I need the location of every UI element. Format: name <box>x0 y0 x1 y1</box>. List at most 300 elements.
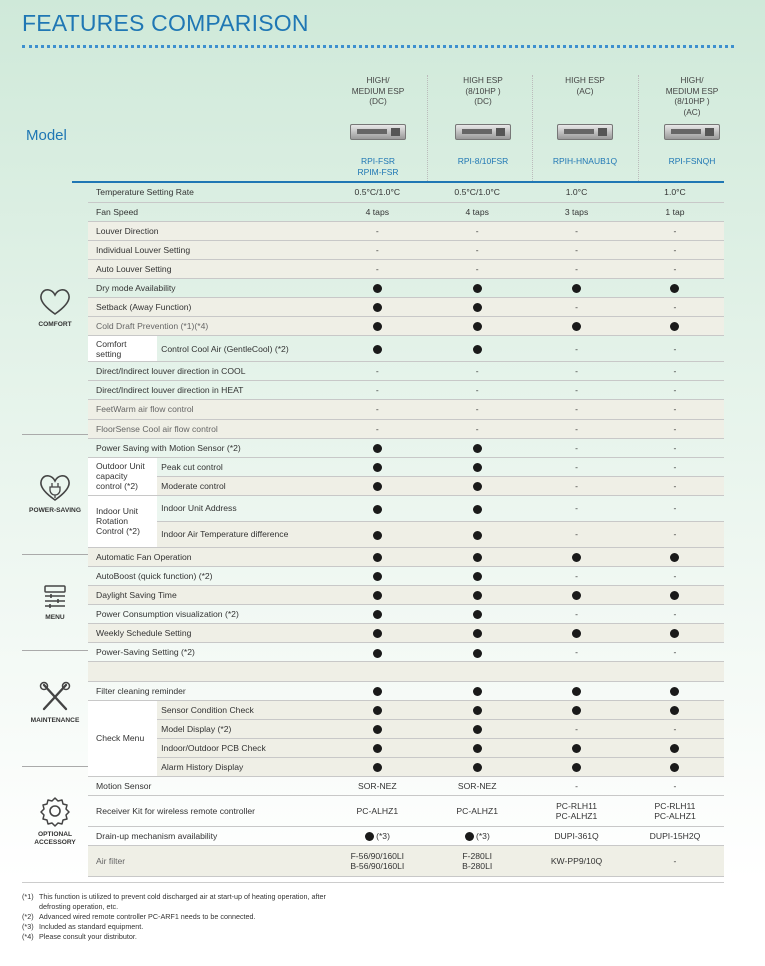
feature-value <box>327 624 427 643</box>
feature-value <box>327 419 427 438</box>
feature-sublabel: Control Cool Air (GentleCool) (*2) <box>157 336 327 362</box>
feature-value <box>626 495 724 521</box>
value-text <box>527 743 626 753</box>
value-text <box>327 462 427 472</box>
feature-value <box>527 476 626 495</box>
value-text <box>427 724 527 734</box>
feature-label: Filter cleaning reminder <box>88 681 327 700</box>
feature-value <box>527 183 626 202</box>
column-header-line: (AC) <box>576 85 594 96</box>
table-row <box>88 259 724 278</box>
table-row <box>88 183 724 202</box>
feature-value <box>626 567 724 586</box>
feature-value <box>427 221 527 240</box>
value-text: - <box>673 302 677 313</box>
table-row <box>88 317 724 336</box>
feature-value <box>327 605 427 624</box>
feature-value <box>327 846 427 877</box>
feature-value <box>327 317 427 336</box>
feature-sublabel: Indoor Air Temperature difference <box>157 521 327 547</box>
availability-dot <box>473 303 482 312</box>
column-header-line: (8/10HP ) <box>465 85 501 96</box>
feature-value <box>527 362 626 381</box>
value-text: - <box>673 423 677 434</box>
heart-plug-icon <box>38 473 72 503</box>
feature-value <box>527 400 626 419</box>
unit-image <box>642 120 742 146</box>
feature-value <box>427 547 527 566</box>
model-name: RPIM-FSR <box>357 166 399 177</box>
availability-dot <box>373 345 382 354</box>
table-row <box>88 419 724 438</box>
value-text <box>427 609 527 619</box>
availability-dot <box>670 553 679 562</box>
feature-value <box>327 547 427 566</box>
footnote-text: This function is utilized to prevent cold discharged air at start-up of heating operation, after <box>39 892 326 901</box>
feature-label: Power Saving with Motion Sensor (*2) <box>88 438 327 457</box>
feature-label: Receiver Kit for wireless remote controller <box>88 796 327 827</box>
value-text <box>626 590 724 600</box>
feature-value <box>327 777 427 796</box>
value-text <box>427 443 527 453</box>
category-label: POWER-SAVING <box>29 507 81 514</box>
feature-value <box>327 719 427 738</box>
feature-value <box>527 846 626 877</box>
feature-label: FeetWarm air flow control <box>88 400 327 419</box>
feature-sublabel: Model Display (*2) <box>157 719 327 738</box>
value-text: - <box>575 442 578 453</box>
feature-value <box>427 700 527 719</box>
feature-value <box>527 738 626 757</box>
feature-label: Auto Louver Setting <box>88 259 327 278</box>
value-text: 1 tap <box>665 206 685 217</box>
column-model-3 <box>535 156 635 167</box>
category-divider <box>22 766 88 767</box>
features-table <box>88 183 724 877</box>
feature-value <box>427 757 527 776</box>
feature-label: Temperature Setting Rate <box>88 183 327 202</box>
availability-dot <box>670 744 679 753</box>
feature-sublabel: Indoor/Outdoor PCB Check <box>157 738 327 757</box>
availability-dot <box>670 322 679 331</box>
value-text <box>327 628 427 638</box>
footnote-key: (*3) <box>22 922 34 931</box>
value-text: - <box>475 244 479 255</box>
title-divider <box>22 45 734 48</box>
value-text <box>626 685 724 695</box>
feature-value <box>527 719 626 738</box>
value-text <box>327 724 427 734</box>
table-row <box>88 495 724 521</box>
value-text: - <box>575 781 578 792</box>
feature-value <box>327 796 427 827</box>
availability-dot <box>572 629 581 638</box>
table-row <box>88 777 724 796</box>
feature-value <box>427 643 527 662</box>
value-text: PC-ALHZ1 <box>456 806 498 817</box>
value-text: - <box>673 366 677 377</box>
availability-dot <box>473 284 482 293</box>
footnote-text: Please consult your distributor. <box>39 932 137 941</box>
feature-label: Outdoor Unit capacity control (*2) <box>88 457 157 495</box>
availability-dot <box>473 345 482 354</box>
availability-dot <box>373 763 382 772</box>
value-text: - <box>575 609 578 620</box>
feature-label: Drain-up mechanism availability <box>88 827 327 846</box>
value-text: - <box>673 571 677 582</box>
value-text <box>626 628 724 638</box>
feature-value <box>327 643 427 662</box>
feature-label: AutoBoost (quick function) (*2) <box>88 567 327 586</box>
feature-value <box>427 240 527 259</box>
availability-dot <box>473 482 482 491</box>
value-text <box>626 705 724 715</box>
value-text: - <box>673 225 677 236</box>
feature-value <box>626 419 724 438</box>
column-header-1 <box>328 75 428 107</box>
table-row <box>88 757 724 776</box>
feature-value <box>626 643 724 662</box>
feature-value <box>527 624 626 643</box>
table-row <box>88 605 724 624</box>
feature-value <box>626 681 724 700</box>
value-text: - <box>575 423 578 434</box>
feature-value <box>527 221 626 240</box>
feature-value <box>427 567 527 586</box>
value-text: - <box>375 366 379 377</box>
feature-value <box>527 457 626 476</box>
column-header-line: (DC) <box>369 96 387 106</box>
feature-value <box>327 495 427 521</box>
menu-sliders-icon <box>42 584 68 610</box>
value-text: - <box>575 503 578 514</box>
feature-value <box>626 547 724 566</box>
feature-label: Air filter <box>88 846 327 877</box>
feature-value <box>626 757 724 776</box>
feature-value <box>427 521 527 547</box>
value-text: - <box>575 263 578 274</box>
value-text: - <box>375 263 379 274</box>
feature-value <box>327 457 427 476</box>
feature-value <box>626 738 724 757</box>
table-row <box>88 336 724 362</box>
feature-value <box>626 796 724 827</box>
value-text <box>527 590 626 600</box>
value-text: - <box>375 385 379 396</box>
column-divider <box>532 75 533 181</box>
value-text: PC-ALHZ1 <box>654 811 696 822</box>
value-text <box>327 705 427 715</box>
availability-dot <box>473 649 482 658</box>
value-text: 0.5°C/1.0°C <box>454 187 500 198</box>
category-power-saving <box>22 473 88 515</box>
value-text: 0.5°C/1.0°C <box>354 187 401 198</box>
feature-value <box>626 605 724 624</box>
feature-value <box>626 336 724 362</box>
column-header-line: MEDIUM ESP <box>351 85 405 96</box>
availability-dot <box>473 572 482 581</box>
feature-value <box>327 757 427 776</box>
availability-dot <box>373 553 382 562</box>
feature-value <box>327 662 427 681</box>
unit-image <box>433 120 533 146</box>
value-text <box>327 302 427 312</box>
availability-dot <box>572 553 581 562</box>
column-header-2 <box>433 75 533 107</box>
model-label: Model <box>26 127 67 144</box>
feature-value <box>626 183 724 202</box>
feature-label: Automatic Fan Operation <box>88 547 327 566</box>
table-row <box>88 681 724 700</box>
value-text: - <box>475 423 479 434</box>
value-text: - <box>575 244 578 255</box>
feature-value <box>327 202 427 221</box>
availability-dot <box>473 687 482 696</box>
value-text: - <box>375 225 379 236</box>
availability-dot <box>670 591 679 600</box>
value-text <box>427 302 527 312</box>
availability-dot <box>572 284 581 293</box>
availability-dot <box>473 505 482 514</box>
feature-value <box>427 495 527 521</box>
availability-dot <box>473 322 482 331</box>
value-text <box>626 283 724 293</box>
value-text <box>626 552 724 562</box>
table-row <box>88 846 724 877</box>
feature-value <box>427 438 527 457</box>
footnote-4 <box>22 932 137 942</box>
availability-dot <box>572 322 581 331</box>
feature-label: Direct/Indirect louver direction in COOL <box>88 362 327 381</box>
value-text: (*3) <box>327 831 427 841</box>
feature-value <box>327 400 427 419</box>
feature-value <box>327 259 427 278</box>
feature-value <box>327 681 427 700</box>
feature-value <box>327 700 427 719</box>
feature-value <box>626 362 724 381</box>
feature-value <box>427 681 527 700</box>
table-row <box>88 438 724 457</box>
unit-image <box>328 120 428 146</box>
feature-value <box>327 521 427 547</box>
feature-value <box>427 362 527 381</box>
tools-icon <box>38 681 72 713</box>
value-text: - <box>673 263 677 274</box>
feature-value <box>527 777 626 796</box>
column-header-line: (AC) <box>683 106 701 117</box>
feature-value <box>427 278 527 297</box>
feature-value <box>527 240 626 259</box>
feature-value <box>327 586 427 605</box>
availability-dot <box>670 284 679 293</box>
category-label: MENU <box>45 614 65 621</box>
value-text: PC-RLH11 <box>556 801 597 812</box>
feature-label: Indoor Unit Rotation Control (*2) <box>88 495 157 547</box>
value-text: - <box>673 480 677 491</box>
feature-label: Power-Saving Setting (*2) <box>88 643 327 662</box>
feature-value <box>626 777 724 796</box>
value-text: - <box>575 723 578 734</box>
value-text: - <box>673 503 677 514</box>
feature-value <box>527 757 626 776</box>
feature-value <box>626 719 724 738</box>
feature-value <box>427 846 527 877</box>
feature-value <box>327 221 427 240</box>
value-text <box>327 743 427 753</box>
value-text <box>327 590 427 600</box>
feature-value <box>527 259 626 278</box>
value-text <box>527 283 626 293</box>
feature-value <box>327 827 427 846</box>
feature-value <box>327 567 427 586</box>
column-header-4 <box>642 75 742 117</box>
feature-value <box>327 362 427 381</box>
feature-value <box>527 495 626 521</box>
feature-value <box>626 400 724 419</box>
table-row <box>88 221 724 240</box>
feature-value <box>527 521 626 547</box>
value-text <box>527 762 626 772</box>
availability-dot <box>670 687 679 696</box>
column-header-line: MEDIUM ESP <box>665 85 719 96</box>
table-row <box>88 298 724 317</box>
value-text <box>527 705 626 715</box>
value-text: - <box>375 423 379 434</box>
feature-label: Comfort setting <box>88 336 157 362</box>
value-text <box>527 552 626 562</box>
value-text: - <box>475 404 479 415</box>
value-text <box>527 628 626 638</box>
value-text: 3 taps <box>564 206 589 217</box>
feature-label: Check Menu <box>88 700 157 776</box>
value-text <box>327 481 427 491</box>
availability-dot <box>473 763 482 772</box>
feature-value <box>427 586 527 605</box>
value-text: PC-ALHZ1 <box>555 811 598 822</box>
feature-value <box>626 278 724 297</box>
availability-dot <box>572 687 581 696</box>
value-text <box>527 685 626 695</box>
footnote-1 <box>22 892 326 911</box>
feature-value <box>327 183 427 202</box>
value-text: - <box>475 225 479 236</box>
feature-value <box>527 827 626 846</box>
table-row <box>88 738 724 757</box>
category-divider <box>22 554 88 555</box>
table-row <box>88 240 724 259</box>
feature-sublabel: Peak cut control <box>157 457 327 476</box>
value-text <box>427 552 527 562</box>
value-text: SOR-NEZ <box>457 781 497 792</box>
availability-dot <box>473 444 482 453</box>
value-text <box>427 590 527 600</box>
feature-value <box>527 419 626 438</box>
value-text <box>427 344 527 354</box>
model-name: RPIH-HNAUB1Q <box>552 156 618 166</box>
feature-value <box>527 643 626 662</box>
feature-label: Cold Draft Prevention (*1)(*4) <box>88 317 327 336</box>
value-text: - <box>575 647 578 658</box>
availability-dot <box>373 629 382 638</box>
feature-value <box>626 846 724 877</box>
availability-dot <box>373 687 382 696</box>
value-text: - <box>673 343 677 354</box>
value-text: - <box>673 244 677 255</box>
page-title: FEATURES COMPARISON <box>22 10 309 36</box>
value-text: SOR-NEZ <box>357 781 397 792</box>
value-text <box>427 762 527 772</box>
value-text: - <box>575 571 578 582</box>
feature-value <box>527 336 626 362</box>
value-text <box>327 283 427 293</box>
feature-value <box>527 567 626 586</box>
value-text <box>327 321 427 331</box>
category-label: MAINTENANCE <box>30 717 80 724</box>
feature-value <box>427 662 527 681</box>
availability-dot <box>373 463 382 472</box>
value-text <box>427 743 527 753</box>
value-text: - <box>575 404 578 415</box>
availability-dot <box>465 832 474 841</box>
feature-value <box>327 298 427 317</box>
feature-value <box>626 457 724 476</box>
feature-value <box>327 240 427 259</box>
availability-dot <box>373 744 382 753</box>
feature-value <box>626 700 724 719</box>
value-text: - <box>673 461 677 472</box>
availability-dot <box>473 706 482 715</box>
feature-value <box>626 662 724 681</box>
feature-label: Individual Louver Setting <box>88 240 327 259</box>
feature-value <box>626 624 724 643</box>
feature-label: Motion Sensor <box>88 777 327 796</box>
value-text: 1.0°C <box>664 187 686 198</box>
value-text: 4 taps <box>365 206 390 217</box>
value-text <box>327 609 427 619</box>
table-row <box>88 381 724 400</box>
category-label: ACCESSORY <box>34 839 76 846</box>
value-text: - <box>475 263 479 274</box>
feature-value <box>626 202 724 221</box>
value-text <box>327 685 427 695</box>
table-row <box>88 827 724 846</box>
value-text <box>427 462 527 472</box>
availability-dot <box>670 706 679 715</box>
feature-value <box>427 259 527 278</box>
category-maintenance <box>22 681 88 725</box>
availability-dot <box>473 531 482 540</box>
category-comfort <box>22 287 88 329</box>
footnote-key: (*1) <box>22 892 34 901</box>
footnote-divider <box>22 882 724 883</box>
feature-value <box>427 827 527 846</box>
table-row <box>88 624 724 643</box>
feature-value <box>427 419 527 438</box>
value-text <box>327 503 427 513</box>
feature-value <box>626 381 724 400</box>
feature-value <box>527 796 626 827</box>
column-model-4 <box>642 156 742 167</box>
value-text: - <box>575 302 578 313</box>
feature-value <box>527 438 626 457</box>
feature-value <box>626 240 724 259</box>
footnote-text: Included as standard equipment. <box>39 922 144 931</box>
value-text: - <box>673 723 677 734</box>
feature-value <box>327 278 427 297</box>
feature-value <box>327 738 427 757</box>
availability-dot <box>365 832 374 841</box>
value-text: 4 taps <box>465 206 489 217</box>
